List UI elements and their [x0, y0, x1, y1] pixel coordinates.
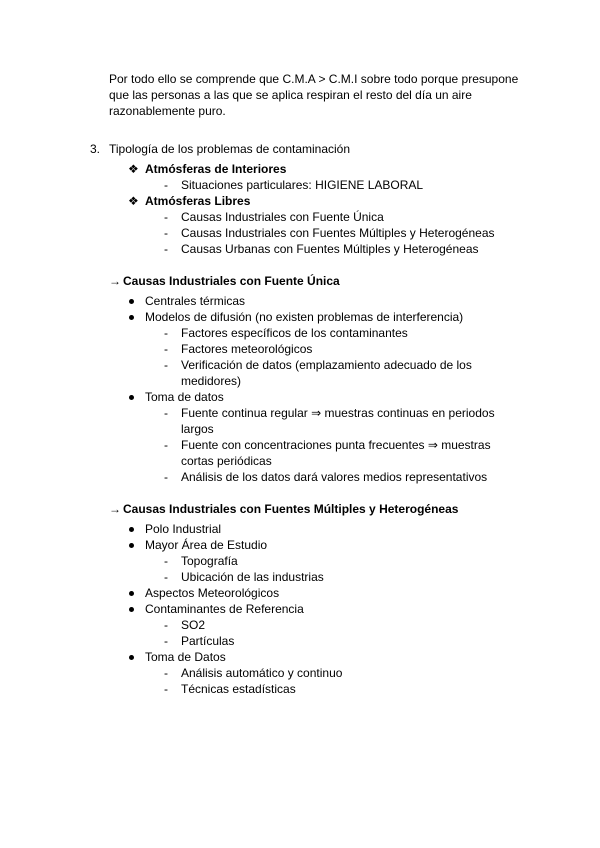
list-item: Verificación de datos (emplazamiento adecuado de los [181, 358, 472, 372]
list-item: Causas Industriales con Fuente Única [181, 210, 384, 224]
list-item: Aspectos Meteorológicos [145, 586, 280, 600]
bullet-icon [129, 299, 134, 304]
list-item: Contaminantes de Referencia [145, 602, 304, 616]
dash-marker: - [164, 554, 168, 568]
dash-marker: - [164, 406, 168, 420]
dash-marker: - [164, 682, 168, 696]
dash-marker: - [164, 634, 168, 648]
list-item: Mayor Área de Estudio [145, 538, 268, 552]
arrow-icon: → [109, 274, 121, 288]
bullet-icon [129, 395, 134, 400]
list-item: Causas Industriales con Fuentes Múltiples y Heterogéneas [181, 226, 495, 240]
list-item: Topografía [181, 554, 238, 568]
group-title-libres: Atmósferas Libres [145, 194, 251, 208]
intro-line-2: que las personas a las que se aplica respiran el resto del día un aire [109, 88, 472, 102]
list-item-continuation: largos [181, 422, 214, 436]
list-item: Análisis automático y continuo [181, 666, 343, 680]
list-item-continuation: medidores) [181, 374, 242, 388]
dash-marker: - [164, 226, 168, 240]
bullet-icon [129, 527, 134, 532]
intro-line-3: razonablemente puro. [109, 104, 226, 118]
list-item: Fuente continua regular ⇒ muestras continuas en periodos [181, 406, 495, 420]
dash-marker: - [164, 438, 168, 452]
dash-marker: - [164, 470, 168, 484]
dash-marker: - [164, 242, 168, 256]
section-title: Tipología de los problemas de contaminación [109, 142, 351, 156]
subsection-heading-multiples: Causas Industriales con Fuentes Múltiples y Heterogéneas [123, 502, 459, 516]
dash-marker: - [164, 358, 168, 372]
dash-marker: - [164, 570, 168, 584]
list-item: Centrales térmicas [145, 294, 246, 308]
arrow-icon: → [109, 502, 121, 516]
list-item: Toma de datos [145, 390, 224, 404]
list-item: Análisis de los datos dará valores medios representativos [181, 470, 488, 484]
list-item: Ubicación de las industrias [181, 570, 324, 584]
list-item: Factores específicos de los contaminantes [181, 326, 408, 340]
dash-marker: - [164, 342, 168, 356]
bullet-icon [129, 607, 134, 612]
intro-line-1: Por todo ello se comprende que C.M.A > C.M.I sobre todo porque presupone [109, 72, 519, 86]
dash-marker: - [164, 210, 168, 224]
list-item: Modelos de difusión (no existen problemas de interferencia) [145, 310, 464, 324]
bullet-icon [129, 655, 134, 660]
dash-marker: - [164, 178, 168, 192]
dash-marker: - [164, 326, 168, 340]
group-title-interiores: Atmósferas de Interiores [145, 162, 287, 176]
bullet-icon [129, 543, 134, 548]
list-item: Polo Industrial [145, 522, 222, 536]
diamond-bullet-icon: ❖ [128, 162, 139, 176]
list-item: Causas Urbanas con Fuentes Múltiples y Heterogéneas [181, 242, 479, 256]
list-item-continuation: cortas periódicas [181, 454, 272, 468]
list-item: Fuente con concentraciones punta frecuentes ⇒ muestras [181, 438, 491, 452]
list-item: SO2 [181, 618, 206, 632]
diamond-bullet-icon: ❖ [128, 194, 139, 208]
list-item: Factores meteorológicos [181, 342, 313, 356]
dash-marker: - [164, 666, 168, 680]
dash-marker: - [164, 618, 168, 632]
bullet-icon [129, 591, 134, 596]
section-number: 3. [90, 142, 101, 156]
list-item: Toma de Datos [145, 650, 226, 664]
list-item: Situaciones particulares: HIGIENE LABORAL [181, 178, 424, 192]
subsection-heading-unica: Causas Industriales con Fuente Única [123, 274, 340, 288]
bullet-icon [129, 315, 134, 320]
list-item: Técnicas estadísticas [181, 682, 296, 696]
list-item: Partículas [181, 634, 235, 648]
